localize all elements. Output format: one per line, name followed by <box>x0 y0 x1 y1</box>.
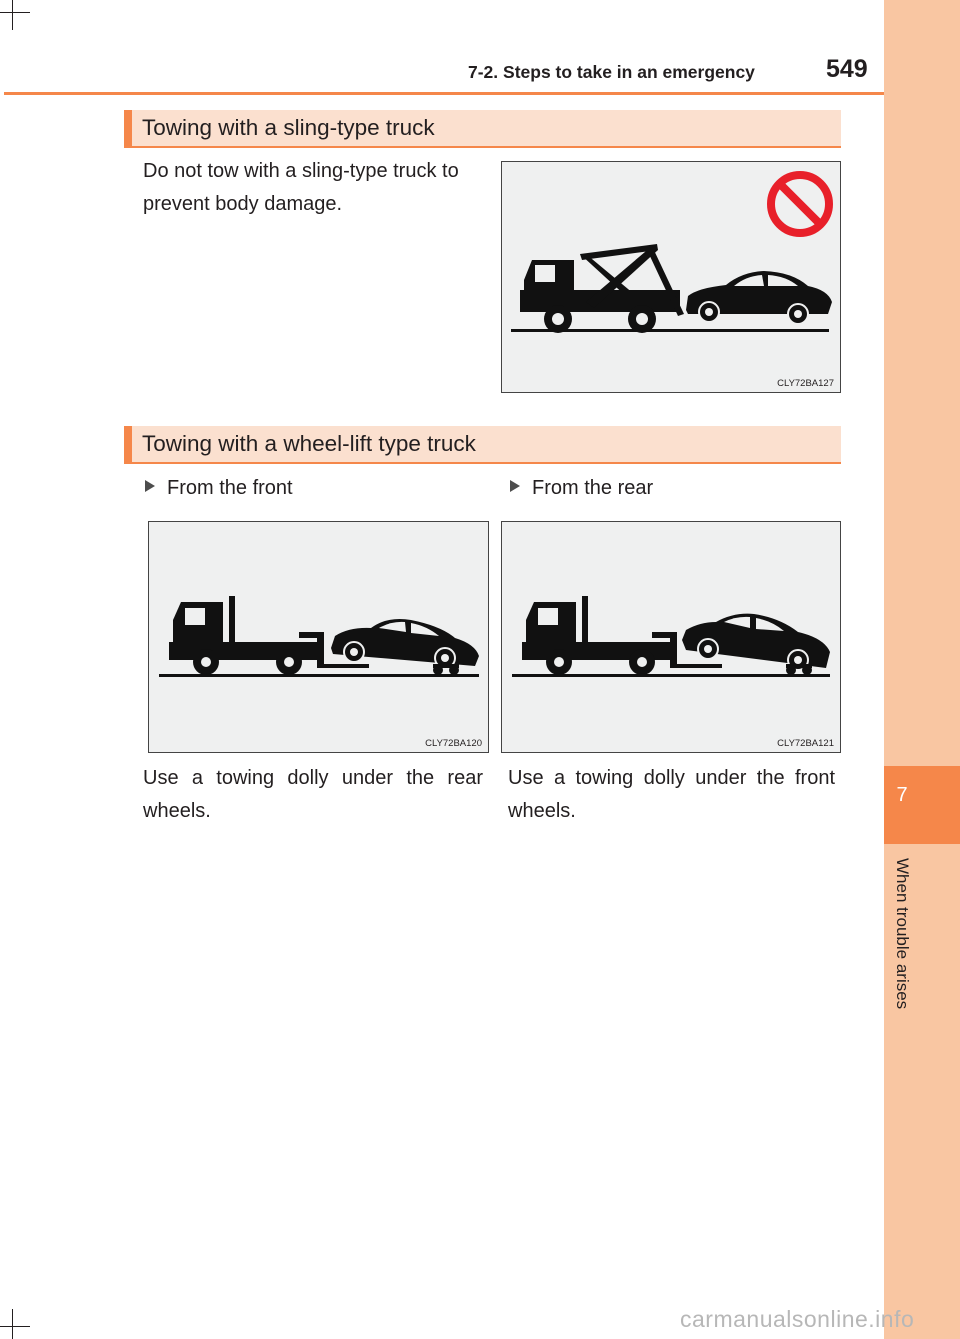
subheading-from-front <box>145 477 293 500</box>
figure-code: CLY72BA120 <box>425 738 482 749</box>
triangle-bullet-icon <box>510 480 520 492</box>
side-tab <box>884 0 960 1339</box>
caption-line: Use a towing dolly under the rear <box>143 767 483 789</box>
subheading-text: From the front <box>167 477 293 499</box>
body-text <box>143 155 488 221</box>
triangle-bullet-icon <box>145 480 155 492</box>
section-heading-sling <box>124 110 841 148</box>
prohibited-icon <box>771 175 829 233</box>
caption-from-front <box>143 762 483 828</box>
subheading-text: From the rear <box>532 477 654 499</box>
page-number: 549 <box>826 55 868 83</box>
body-line: Do not tow with a sling-type truck to <box>143 160 459 182</box>
section-heading-wheel-lift <box>124 426 841 464</box>
heading-accent-bar <box>124 426 132 462</box>
crop-mark <box>0 1326 30 1327</box>
crop-mark <box>12 0 13 30</box>
figure-tow-from-front <box>148 521 489 753</box>
figure-code: CLY72BA121 <box>777 738 834 749</box>
caption-line: wheels. <box>508 800 576 822</box>
sling-truck-illustration <box>502 162 841 393</box>
chapter-title: When trouble arises <box>893 858 912 1010</box>
subheading-from-rear <box>510 477 653 500</box>
caption-from-rear <box>508 762 835 828</box>
body-line: prevent body damage. <box>143 193 343 215</box>
chapter-number: 7 <box>896 784 908 806</box>
figure-tow-from-rear <box>501 521 841 753</box>
running-header: 7-2. Steps to take in an emergency <box>468 62 755 82</box>
wheel-lift-front-illustration <box>149 522 489 753</box>
crop-mark <box>12 1309 13 1339</box>
section-title: Towing with a sling-type truck <box>142 115 435 140</box>
watermark: carmanualsonline.info <box>680 1306 915 1332</box>
caption-line: Use a towing dolly under the front <box>508 767 835 789</box>
figure-code: CLY72BA127 <box>777 378 834 389</box>
caption-line: wheels. <box>143 800 211 822</box>
section-title: Towing with a wheel-lift type truck <box>142 431 476 456</box>
figure-sling-type-truck <box>501 161 841 393</box>
crop-mark <box>0 12 30 13</box>
header-rule <box>4 92 884 95</box>
wheel-lift-rear-illustration <box>502 522 841 753</box>
heading-accent-bar <box>124 110 132 146</box>
